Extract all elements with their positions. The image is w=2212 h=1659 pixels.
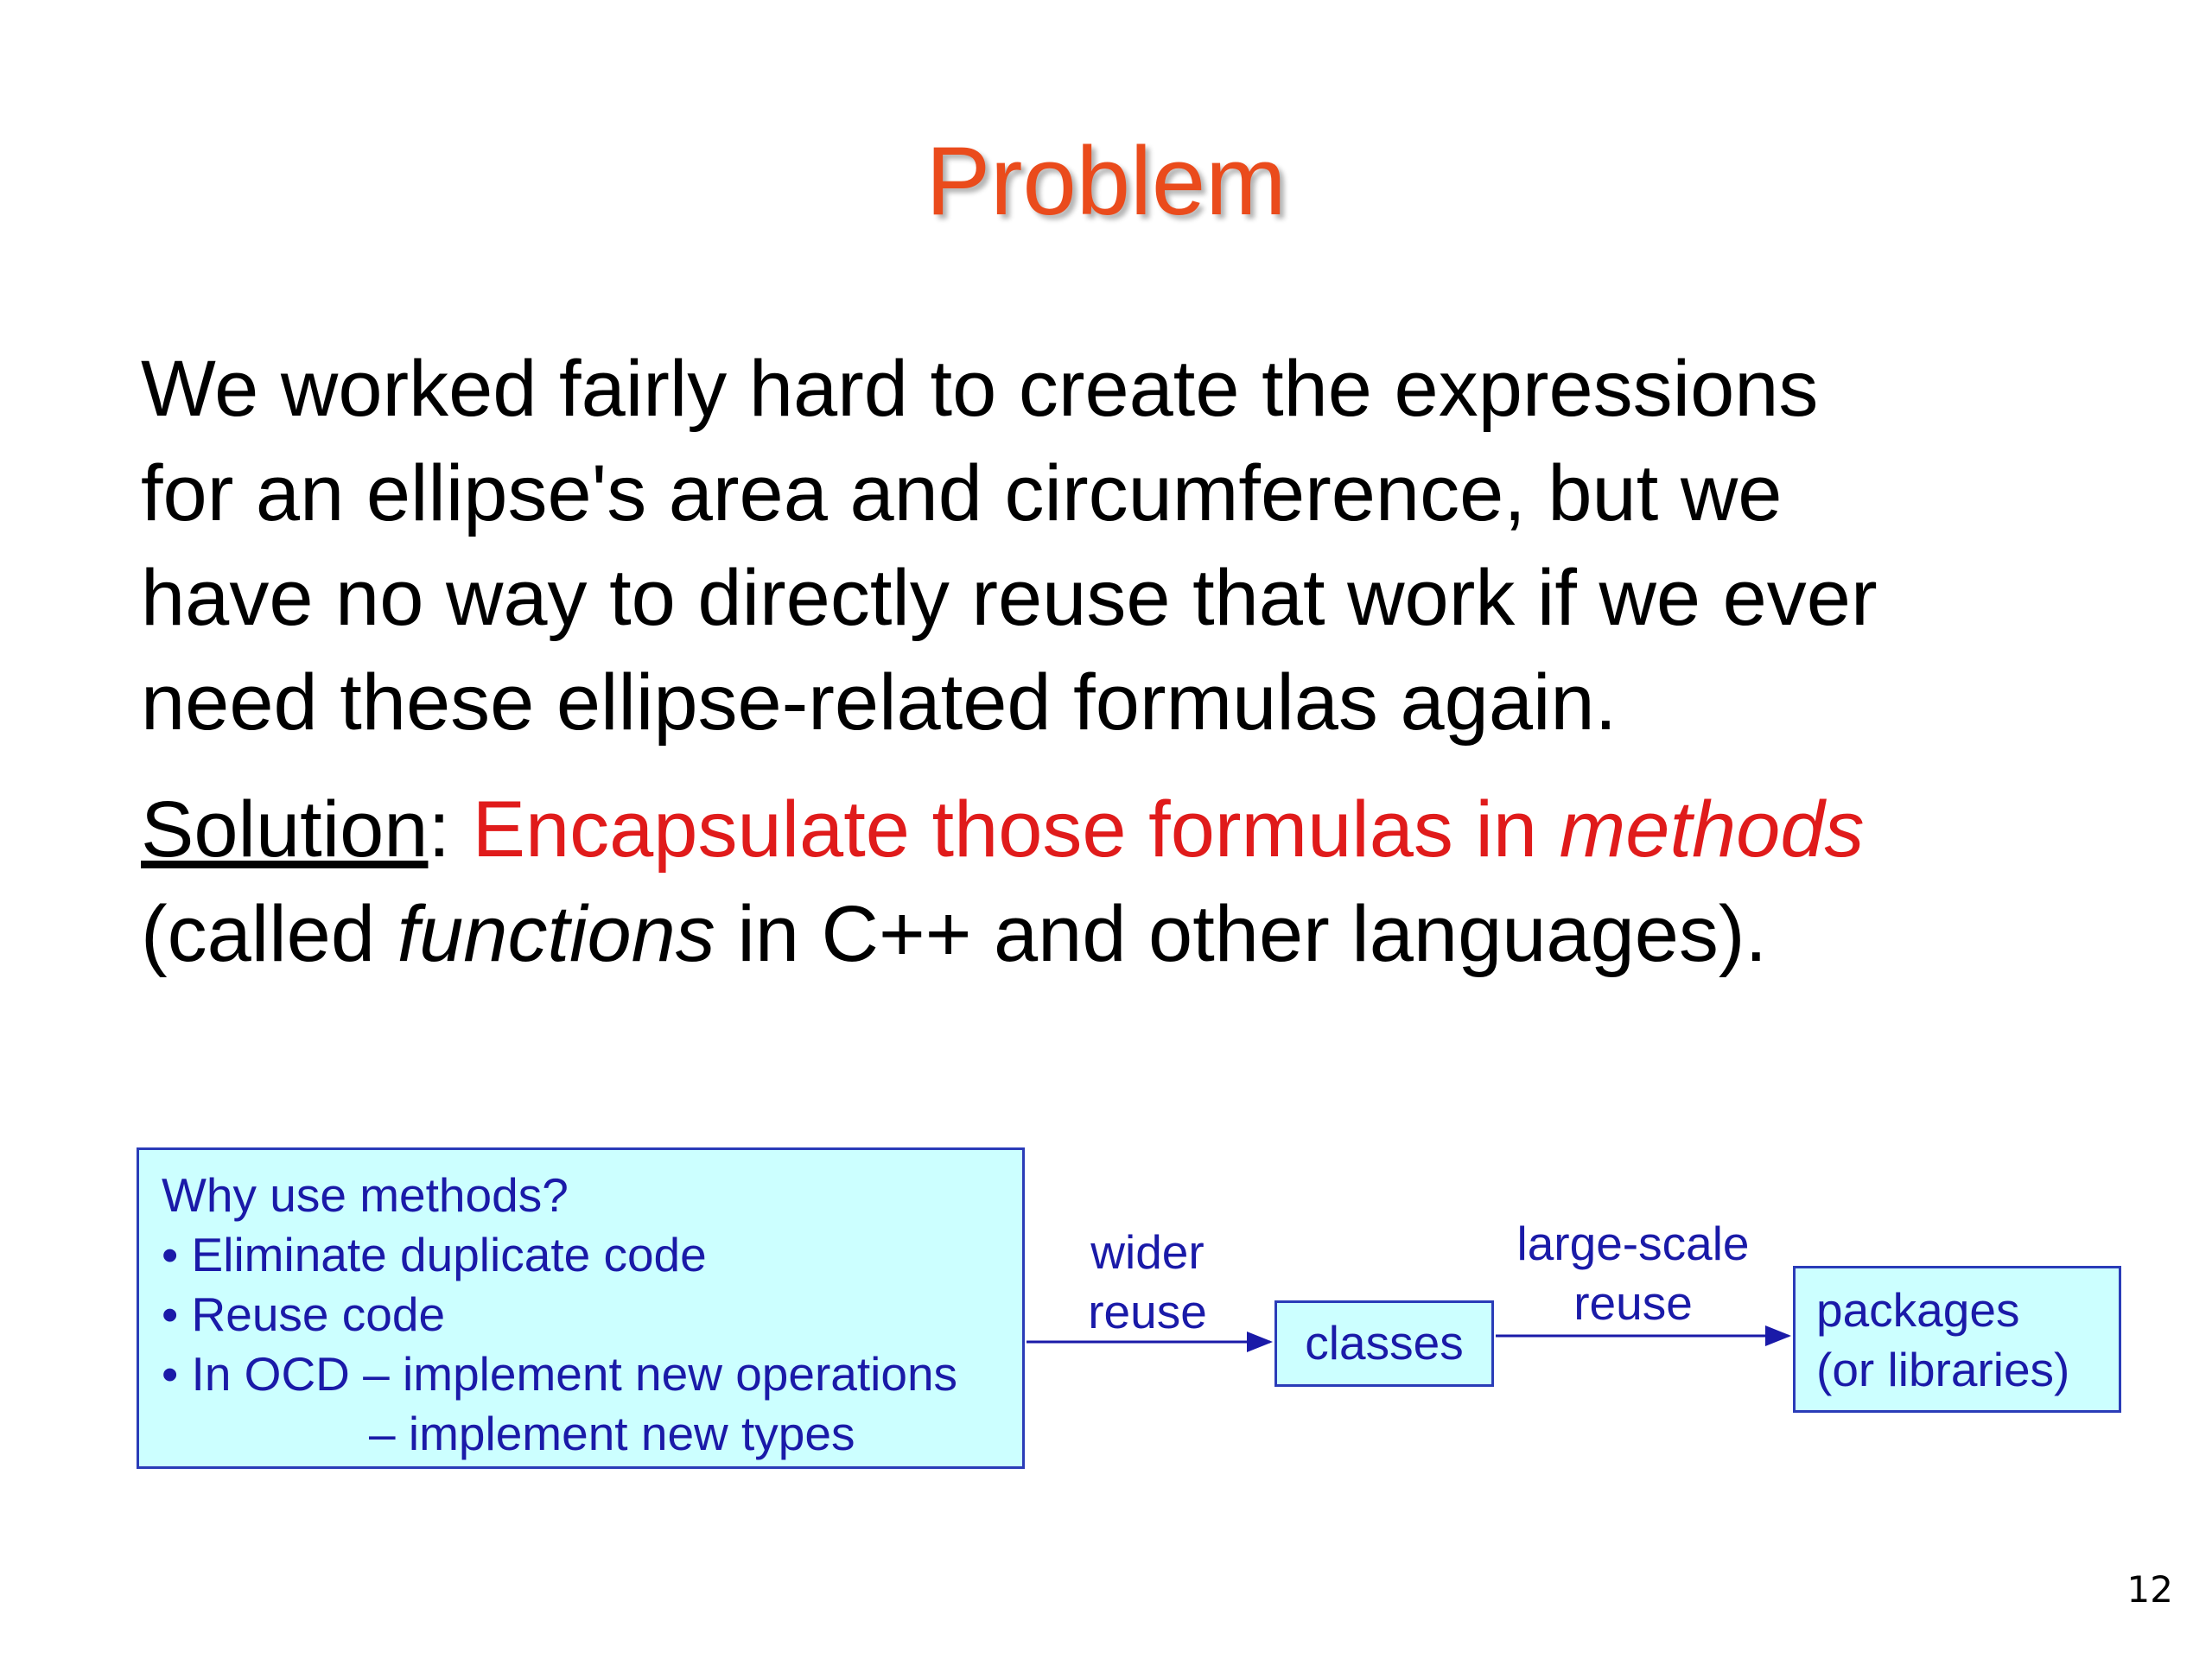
problem-line-2: for an ellipse's area and circumference, but we	[141, 449, 1783, 537]
why-box-item-2: • Reuse code	[162, 1287, 446, 1341]
classes-label: classes	[1305, 1316, 1464, 1370]
wider-reuse-line-1: wider	[1090, 1225, 1205, 1279]
slide-title: Problem	[925, 127, 1287, 235]
why-box-item-1: • Eliminate duplicate code	[162, 1228, 707, 1281]
solution-line-2	[141, 882, 2154, 987]
solution-paragraph	[141, 778, 2154, 987]
solution-colon: :	[428, 785, 473, 874]
wider-reuse-label	[1052, 1223, 1243, 1342]
packages-box	[1793, 1266, 2121, 1413]
large-scale-reuse-label	[1486, 1214, 1780, 1333]
packages-line-1: packages	[1816, 1283, 2020, 1337]
why-use-methods-box	[137, 1147, 1025, 1469]
problem-line-4: need these ellipse-related formulas again.	[141, 658, 1618, 747]
why-box-item-3: • In OCD – implement new operations	[162, 1347, 958, 1401]
solution-highlight: Encapsulate those formulas in	[472, 785, 1560, 874]
solution-line-1	[141, 778, 2154, 882]
solution-methods-term: methods	[1559, 785, 1865, 874]
why-box-heading: Why use methods?	[162, 1168, 569, 1222]
problem-line-1: We worked fairly hard to create the expressions	[141, 345, 1819, 433]
page-number: 12	[2126, 1568, 2173, 1611]
problem-line-3: have no way to directly reuse that work if we ever	[141, 554, 1878, 642]
solution-line2-end: in C++ and other languages).	[715, 890, 1768, 978]
large-scale-line-1: large-scale	[1516, 1217, 1750, 1270]
large-scale-line-2: reuse	[1573, 1276, 1693, 1330]
wider-reuse-line-2: reuse	[1088, 1285, 1207, 1338]
solution-label: Solution	[141, 785, 429, 874]
solution-line2-start: (called	[141, 890, 397, 978]
solution-functions-term: functions	[397, 890, 715, 978]
problem-paragraph	[141, 337, 2154, 755]
packages-line-2: (or libraries)	[1816, 1343, 2070, 1396]
classes-box	[1274, 1300, 1494, 1387]
why-box-item-4: – implement new types	[369, 1407, 855, 1460]
